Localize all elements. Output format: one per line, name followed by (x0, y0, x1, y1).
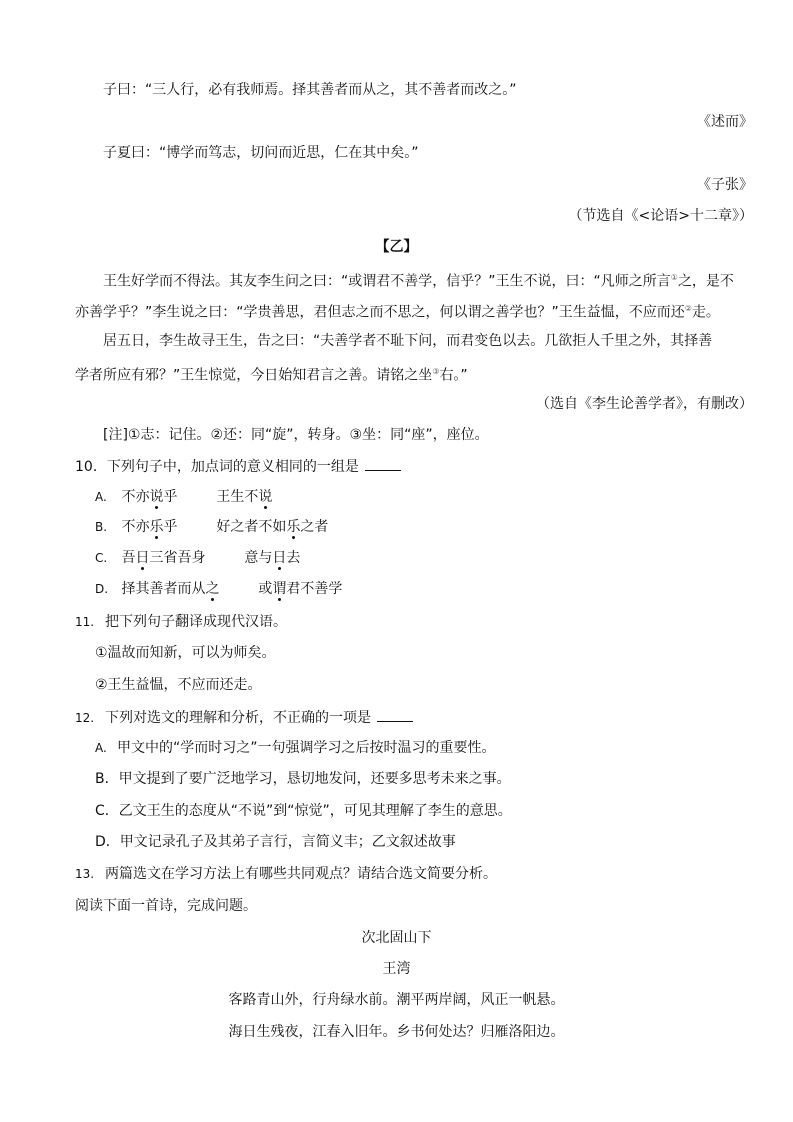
yi-notes: [注]①志：记住。②还：同“旋”，转身。③坐：同“座”，座位。 (103, 427, 489, 443)
q12-option-b (95, 769, 511, 789)
q10-option-c (95, 548, 300, 568)
yi-para1-line1-text-a: 王生好学而不得法。其友李生问之曰：“或谓君不善学，信乎？”王生不说，曰：“凡师之所言 (103, 273, 671, 290)
dotted-word: 之 (205, 581, 220, 597)
option-letter: C． (95, 803, 119, 819)
yi-para1-line1-text-b: 之，是不 (677, 273, 734, 290)
q10-option-a (95, 487, 272, 507)
jia-selection-source: （节选自《<论语>十二章》） (568, 208, 753, 224)
q10-answer-blank[interactable] (365, 456, 401, 471)
dotted-word: 乐 (286, 519, 301, 535)
q11-stem (75, 612, 287, 632)
option-d-part2-text: 或 (258, 581, 273, 597)
q12-number: 12. (75, 711, 95, 725)
poem-line-1: 客路青山外，行舟绿水前。潮平两岸阔，风正一帆悬。 (228, 992, 565, 1008)
option-d-part1-text: 择其善者而从 (121, 581, 206, 597)
jia-paragraph-2: 子夏曰：“博学而笃志，切问而近思，仁在其中矣。” (103, 145, 419, 161)
option-letter: B. (95, 520, 108, 534)
poem-title: 次北固山下 (361, 930, 432, 946)
option-b-part2-tail: 之者 (300, 519, 329, 535)
option-text: 甲文提到了要广泛地学习，恳切地发问，还要多思考未来之事。 (118, 771, 511, 787)
q13-stem (75, 864, 497, 884)
yi-para2-line2 (75, 362, 468, 386)
yi-para2-line2-text-a: 学者所应有邪？”王生惊觉，今日始知君言之善。请铭之坐 (75, 367, 433, 384)
option-d-part2-tail: 君不善学 (286, 581, 343, 597)
yi-para1-line2 (75, 299, 720, 323)
dotted-word: 谓 (272, 581, 287, 597)
jia-paragraph-2-source: 《子张》 (697, 177, 753, 193)
note-2-marker: ② (684, 304, 692, 313)
dotted-word: 日 (272, 550, 287, 566)
yi-para1-line2-text-b: 走。 (691, 304, 720, 321)
q12-stem-text: 下列对选文的理解和分析，不正确的一项是 (105, 710, 371, 726)
dotted-word: 日 (135, 550, 150, 566)
option-letter: A. (95, 490, 107, 504)
q11-item-1: ①温故而知新，可以为师矣。 (95, 645, 276, 661)
option-text: 甲文记录孔子及其弟子言行，言简义丰；乙文叙述故事 (119, 834, 456, 850)
q12-answer-blank[interactable] (377, 707, 413, 722)
yi-para2-line2-text-b: 右。” (439, 367, 468, 384)
option-a-part1-text: 不亦 (121, 489, 150, 505)
note-1-marker: ① (670, 273, 678, 282)
yi-source: （选自《李生论善学者》，有删改） (536, 396, 753, 412)
option-text: 甲文中的“学而时习之”一句强调学习之后按时温习的重要性。 (117, 740, 496, 756)
yi-para1-line2-text-a: 亦善学乎？”李生说之曰：“学贵善思，君但志之而不思之，何以谓之善学也？”王生益愠，不应而还 (75, 304, 685, 321)
poem-intro: 阅读下面一首诗，完成问题。 (75, 898, 257, 914)
jia-paragraph-1: 子曰：“三人行，必有我师焉。择其善者而从之，其不善者而改之。” (103, 82, 517, 98)
note-3-marker: ③ (432, 367, 440, 376)
q13-number: 13. (75, 867, 95, 881)
option-letter: B． (95, 771, 119, 787)
option-text: 乙文王生的态度从“不说”到“惊觉”，可见其理解了李生的意思。 (118, 803, 512, 819)
q10-stem (75, 456, 401, 477)
q10-option-d (95, 579, 342, 599)
option-b-part1-text: 不亦 (121, 519, 150, 535)
option-c-part1-tail: 三省吾身 (149, 550, 206, 566)
option-c-part1-text: 吾 (121, 550, 136, 566)
q11-item-2: ②王生益愠，不应而还走。 (95, 677, 262, 693)
q12-stem (75, 707, 413, 728)
jia-paragraph-1-source: 《述而》 (697, 114, 753, 130)
option-a-part1-tail: 乎 (163, 489, 178, 505)
q12-option-d (95, 832, 456, 852)
option-b-part1-tail: 乎 (163, 519, 178, 535)
option-b-part2-text: 好之者不如 (216, 519, 287, 535)
yi-para1-line1 (103, 268, 734, 292)
q12-option-c (95, 801, 512, 821)
q11-stem-text: 把下列句子翻译成现代汉语。 (105, 614, 287, 630)
q13-stem-text: 两篇选文在学习方法上有哪些共同观点？请结合选文简要分析。 (105, 866, 497, 882)
q10-stem-text: 10．下列句子中，加点词的意义相同的一组是 (75, 459, 359, 475)
option-c-part2-text: 意与 (244, 550, 273, 566)
yi-para2-line1: 居五日，李生故寻王生，告之曰：“夫善学者不耻下问，而君变色以去。几欲拒人千里之外，其择善 (103, 333, 713, 349)
q10-option-b (95, 517, 328, 537)
poem-author: 王湾 (382, 961, 411, 977)
option-letter: C. (95, 551, 108, 565)
option-a-part2-text: 王生不 (216, 489, 259, 505)
option-c-part2-tail: 去 (286, 550, 301, 566)
yi-heading: 【乙】 (375, 239, 418, 255)
option-letter: A. (95, 741, 107, 755)
dotted-word: 说 (149, 489, 164, 505)
dotted-word: 乐 (149, 519, 164, 535)
option-letter: D. (95, 582, 109, 596)
poem-line-2: 海日生残夜，江春入旧年。乡书何处达？归雁洛阳边。 (228, 1024, 565, 1040)
q11-number: 11. (75, 615, 95, 629)
dotted-word: 说 (258, 489, 273, 505)
option-letter: D． (95, 834, 120, 850)
q12-option-a (95, 738, 496, 758)
